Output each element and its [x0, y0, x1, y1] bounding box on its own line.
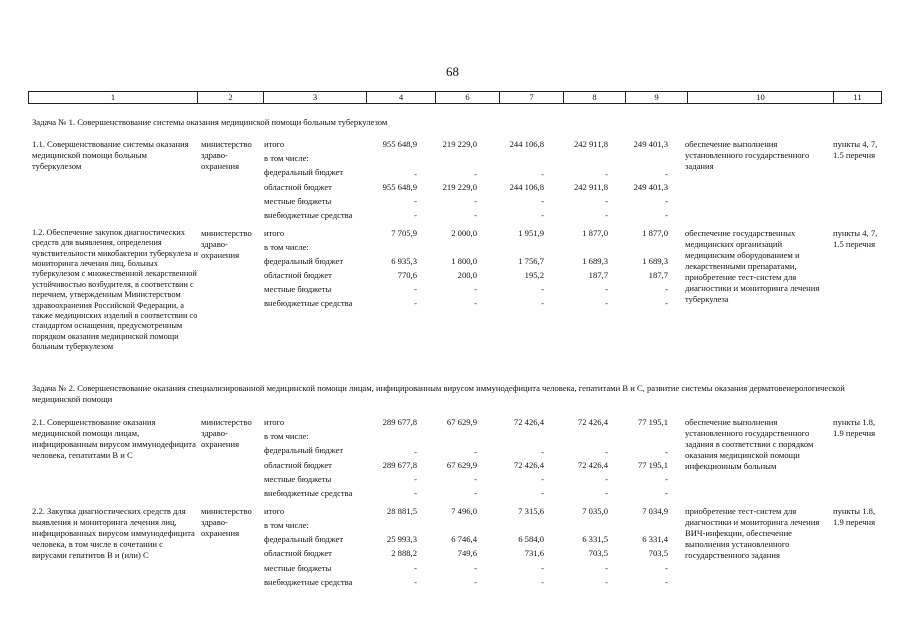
value-col-8: 7 035,0 — [582, 506, 608, 516]
measure-reference: пункты 4, 7, 1.5 перечня — [833, 228, 878, 249]
funding-source: местные бюджеты — [264, 474, 332, 484]
funding-source: итого — [264, 417, 285, 427]
value-col-4: 25 993,3 — [386, 534, 417, 544]
value-col-8: - — [605, 284, 608, 294]
value-col-7: 7 315,6 — [518, 506, 544, 516]
value-col-8: - — [605, 474, 608, 484]
measure-result: обеспечение выполнения установленного государственного задания — [685, 139, 810, 171]
header-col-6: 6 — [436, 92, 500, 104]
funding-source: итого — [264, 228, 285, 238]
header-col-4: 4 — [367, 92, 436, 104]
column-number-header — [28, 91, 882, 104]
funding-source: итого — [264, 139, 285, 149]
value-col-9: 77 195,1 — [637, 417, 668, 427]
value-col-7: 195,2 — [524, 270, 544, 280]
value-col-7: - — [541, 563, 544, 573]
measure-reference: пункты 1.8, 1.9 перечня — [833, 417, 876, 438]
funding-source: итого — [264, 506, 285, 516]
page-number: 68 — [446, 64, 459, 79]
measure-executor: министерство здраво-охранения — [201, 417, 252, 449]
value-col-8: - — [605, 577, 608, 587]
value-col-6: 6 746,4 — [451, 534, 477, 544]
value-col-4: - — [414, 298, 417, 308]
value-col-7: - — [541, 474, 544, 484]
value-col-7: - — [541, 577, 544, 587]
measure-reference: пункты 4, 7, 1.5 перечня — [833, 139, 878, 160]
value-col-4: 6 935,3 — [391, 256, 417, 266]
funding-source: местные бюджеты — [264, 284, 332, 294]
value-col-7: 72 426,4 — [513, 417, 544, 427]
value-col-8: 72 426,4 — [577, 460, 608, 470]
value-col-8: - — [605, 298, 608, 308]
value-col-7: - — [541, 284, 544, 294]
value-col-9: - — [665, 298, 668, 308]
value-col-9: - — [665, 474, 668, 484]
value-col-8: 72 426,4 — [577, 417, 608, 427]
value-col-7: - — [541, 488, 544, 498]
value-col-9: 187,7 — [648, 270, 668, 280]
value-col-9: - — [665, 577, 668, 587]
value-col-6: 1 800,0 — [451, 256, 477, 266]
header-col-1: 1 — [29, 92, 198, 104]
header-col-8: 8 — [564, 92, 626, 104]
value-col-9: 1 689,3 — [642, 256, 668, 266]
value-col-6: - — [474, 447, 477, 457]
header-col-7: 7 — [500, 92, 564, 104]
funding-source: областной бюджет — [264, 270, 332, 280]
funding-source: федеральный бюджет — [264, 256, 344, 266]
value-col-8: - — [605, 488, 608, 498]
measure-name: 1.2. Обеспечение закупок диагностических средств для выявления, определения чувствительности микобактерии туберкулеза и мониторинга лечения лиц, больных туберкулезом с множественной лекарственной устойчивостью возбудителя, в соответствии с перечнем, утвержденным Министерством здравоохранения Российской Федерации, а также медицинских изделий в соответствии со стандартом оснащения, предусмотренным порядком оказания медицинской помощи больным туберкулезом — [32, 228, 198, 351]
funding-source: внебюджетные средства — [264, 210, 353, 220]
funding-source: внебюджетные средства — [264, 488, 353, 498]
measure-name: 2.2. Закупка диагностических средств для выявления и мониторинга лечения лиц, инфицированных вирусом иммунодефицита человека, в том числе в сочетании с вирусами гепатитов B и (или) C — [32, 506, 195, 560]
measure-reference: пункты 1.8, 1.9 перечня — [833, 506, 876, 527]
value-col-4: 955 648,9 — [382, 182, 417, 192]
value-col-4: - — [414, 210, 417, 220]
value-col-4: - — [414, 196, 417, 206]
value-col-6: - — [474, 563, 477, 573]
value-col-6: 749,6 — [457, 548, 477, 558]
value-col-8: - — [605, 169, 608, 179]
value-col-6: 200,0 — [457, 270, 477, 280]
measure-result: обеспечение выполнения установленного государственного задания в соответствии с порядком оказания медицинской помощи инфекционным больным — [685, 417, 814, 471]
funding-source: в том числе: — [264, 153, 309, 163]
header-col-3: 3 — [264, 92, 367, 104]
value-col-8: - — [605, 210, 608, 220]
funding-source: в том числе: — [264, 242, 309, 252]
value-col-9: 703,5 — [648, 548, 668, 558]
value-col-7: 244 106,8 — [509, 139, 544, 149]
value-col-4: - — [414, 284, 417, 294]
value-col-7: 6 584,0 — [518, 534, 544, 544]
value-col-9: - — [665, 284, 668, 294]
value-col-4: 955 648,9 — [382, 139, 417, 149]
measure-result: обеспечение государственных медицинских организаций медицинским оборудованием и лекарственными препаратами, приобретение тест-систем для диагностики и мониторинга лечения туберкулеза — [685, 228, 820, 304]
funding-source: областной бюджет — [264, 460, 332, 470]
value-col-4: 7 705,9 — [391, 228, 417, 238]
value-col-9: 249 401,3 — [633, 182, 668, 192]
value-col-4: 28 881,5 — [386, 506, 417, 516]
value-col-7: - — [541, 210, 544, 220]
header-col-9: 9 — [626, 92, 688, 104]
funding-source: в том числе: — [264, 431, 309, 441]
value-col-4: - — [414, 169, 417, 179]
value-col-6: 67 629,9 — [446, 417, 477, 427]
value-col-6: 219 229,0 — [442, 182, 477, 192]
measure-executor: министерство здраво-охранения — [201, 506, 252, 538]
value-col-9: 7 034,9 — [642, 506, 668, 516]
measure-executor: министерство здраво-охранения — [201, 228, 252, 260]
value-col-8: 1 689,3 — [582, 256, 608, 266]
value-col-4: 289 677,8 — [382, 417, 417, 427]
value-col-8: 242 911,8 — [573, 139, 608, 149]
value-col-6: - — [474, 210, 477, 220]
value-col-8: 1 877,0 — [582, 228, 608, 238]
value-col-7: 731,6 — [524, 548, 544, 558]
value-col-6: - — [474, 577, 477, 587]
value-col-9: 6 331,4 — [642, 534, 668, 544]
measure-executor: министерство здраво-охранения — [201, 139, 252, 171]
header-col-11: 11 — [834, 92, 882, 104]
value-col-7: - — [541, 298, 544, 308]
value-col-9: 249 401,3 — [633, 139, 668, 149]
value-col-7: 1 756,7 — [518, 256, 544, 266]
value-col-6: 67 629,9 — [446, 460, 477, 470]
value-col-6: - — [474, 298, 477, 308]
value-col-9: - — [665, 196, 668, 206]
value-col-9: 77 195,1 — [637, 460, 668, 470]
header-col-10: 10 — [688, 92, 834, 104]
value-col-4: - — [414, 577, 417, 587]
funding-source: областной бюджет — [264, 182, 332, 192]
measure-name: 2.1. Совершенствование оказания медицинской помощи лицам, инфицированным вирусом иммунодефицита человека, гепатитами B и C — [32, 417, 196, 460]
value-col-8: 187,7 — [588, 270, 608, 280]
value-col-4: 289 677,8 — [382, 460, 417, 470]
measure-result: приобретение тест-систем для диагностики и мониторинга лечения ВИЧ-инфекции, обеспечение выполнения установленного государственного задания — [685, 506, 820, 560]
value-col-7: - — [541, 169, 544, 179]
value-col-6: - — [474, 284, 477, 294]
value-col-7: 1 951,9 — [518, 228, 544, 238]
value-col-9: - — [665, 210, 668, 220]
value-col-6: - — [474, 196, 477, 206]
header-col-2: 2 — [198, 92, 264, 104]
value-col-6: 2 000,0 — [451, 228, 477, 238]
funding-source: федеральный бюджет — [264, 534, 344, 544]
value-col-7: - — [541, 447, 544, 457]
value-col-8: - — [605, 196, 608, 206]
funding-source: областной бюджет — [264, 548, 332, 558]
value-col-9: - — [665, 169, 668, 179]
value-col-9: 1 877,0 — [642, 228, 668, 238]
value-col-8: 703,5 — [588, 548, 608, 558]
value-col-8: 242 911,8 — [573, 182, 608, 192]
value-col-4: - — [414, 447, 417, 457]
funding-source: внебюджетные средства — [264, 298, 353, 308]
funding-source: федеральный бюджет — [264, 167, 344, 177]
funding-source: федеральный бюджет — [264, 445, 344, 455]
value-col-6: - — [474, 488, 477, 498]
value-col-4: - — [414, 488, 417, 498]
value-col-8: - — [605, 447, 608, 457]
value-col-6: 7 496,0 — [451, 506, 477, 516]
value-col-6: 219 229,0 — [442, 139, 477, 149]
value-col-8: - — [605, 563, 608, 573]
value-col-4: 770,6 — [397, 270, 417, 280]
funding-source: местные бюджеты — [264, 196, 332, 206]
task-2-title: Задача № 2. Совершенствование оказания специализированной медицинской помощи лицам, инфицированным вирусом иммунодефицита человека, гепатитами B и C, развитие системы оказания дерматовенерологической медицинской помощи — [32, 383, 845, 404]
task-1-title: Задача № 1. Совершенствование системы оказания медицинской помощи больным туберкулезом — [32, 117, 388, 127]
value-col-4: - — [414, 563, 417, 573]
measure-name: 1.1. Совершенствование системы оказания медицинской помощи больным туберкулезом — [32, 139, 189, 171]
value-col-9: - — [665, 488, 668, 498]
value-col-6: - — [474, 474, 477, 484]
value-col-7: - — [541, 196, 544, 206]
funding-source: местные бюджеты — [264, 563, 332, 573]
value-col-7: 244 106,8 — [509, 182, 544, 192]
funding-source: в том числе: — [264, 520, 309, 530]
funding-source: внебюджетные средства — [264, 577, 353, 587]
value-col-6: - — [474, 169, 477, 179]
value-col-9: - — [665, 447, 668, 457]
value-col-4: - — [414, 474, 417, 484]
value-col-8: 6 331,5 — [582, 534, 608, 544]
value-col-7: 72 426,4 — [513, 460, 544, 470]
value-col-9: - — [665, 563, 668, 573]
value-col-4: 2 888,2 — [391, 548, 417, 558]
